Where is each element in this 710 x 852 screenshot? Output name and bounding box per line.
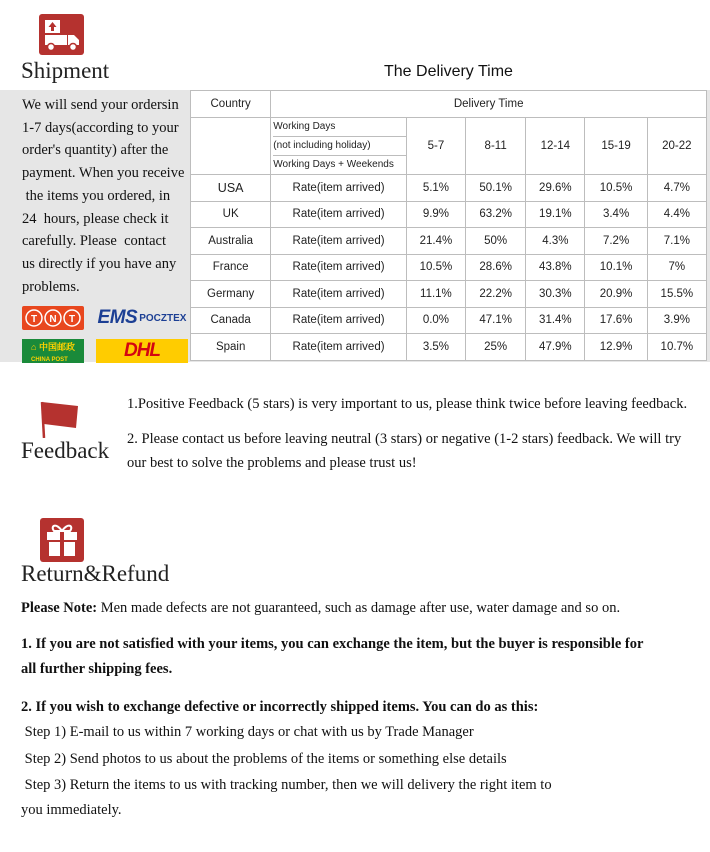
shipment-line: 1-7 days(according to your [22,119,179,136]
rate-cell: 29.6% [526,175,585,202]
not-including-holiday-label: (not including holiday) [273,137,406,156]
working-days-weekends-label: Working Days + Weekends [273,159,394,170]
country-cell: France [191,254,271,281]
refund-point-1: 1. If you are not satisfied with your items, you can exchange the item, but the buyer is responsible for [21,636,644,652]
country-column-header: Country [191,91,271,118]
country-cell: Australia [191,228,271,255]
shipment-heading: Shipment [21,58,110,83]
shipment-line: 24 hours, please check it [22,210,169,227]
feedback-line-2: 2. Please contact us before leaving neutral (3 stars) or negative (1-2 stars) feedback. We will try [127,431,682,447]
delivery-time-table [190,90,707,361]
shipment-description [22,94,190,298]
refund-step-3-cont: you immediately. [21,802,122,818]
range-header: 5-7 [406,118,465,175]
rate-cell: 11.1% [406,281,465,308]
table-row [191,281,707,308]
rate-cell: 10.5% [406,254,465,281]
shipment-line: carefully. Please contact [22,233,166,250]
rate-cell: 4.7% [647,175,706,202]
ems-pocztex-logo: EMS POCZTEX [97,307,187,328]
rate-label-cell: Rate(item arrived) [271,281,407,308]
country-cell: USA [191,175,271,202]
country-cell: Canada [191,307,271,334]
rate-cell: 0.0% [406,307,465,334]
rate-cell: 10.5% [585,175,647,202]
rate-cell: 19.1% [526,201,585,228]
rate-cell: 17.6% [585,307,647,334]
svg-text:T: T [68,314,76,325]
working-days-label: Working Days [273,118,406,137]
shipment-line: problems. [22,278,80,295]
please-note-text: Men made defects are not guaranteed, such as damage after use, water damage and so on. [97,600,621,616]
rate-cell: 47.1% [466,307,526,334]
delivery-time-title: The Delivery Time [384,63,513,80]
country-cell: Germany [191,281,271,308]
shipment-line: order's quantity) after the [22,142,169,159]
rate-cell: 22.2% [466,281,526,308]
rate-cell: 47.9% [526,334,585,361]
shipment-line: us directly if you have any [22,255,177,272]
feedback-heading: Feedback [21,438,110,463]
rate-cell: 5.1% [406,175,465,202]
flag-icon [38,398,86,438]
rate-cell: 43.8% [526,254,585,281]
rate-label-cell: Rate(item arrived) [271,254,407,281]
table-row [191,334,707,361]
rate-cell: 3.9% [647,307,706,334]
rate-cell: 12.9% [585,334,647,361]
rate-cell: 10.7% [647,334,706,361]
working-days-cell [271,118,407,175]
refund-step-2: Step 2) Send photos to us about the problems of the items or something else details [21,751,507,767]
rate-label-cell: Rate(item arrived) [271,201,407,228]
delivery-time-column-header: Delivery Time [271,91,707,118]
svg-text:N: N [49,314,57,325]
svg-text:T: T [30,314,38,325]
shipment-line: the items you ordered, in [22,187,171,204]
shipment-line: We will send your ordersin [22,97,179,113]
gift-icon [40,518,84,562]
dhl-logo: DHL [96,339,188,363]
rate-cell: 3.5% [406,334,465,361]
rate-cell: 30.3% [526,281,585,308]
delivery-truck-icon [39,14,84,55]
rate-cell: 4.3% [526,228,585,255]
tnt-logo [22,306,84,330]
table-row [191,175,707,202]
rate-label-cell: Rate(item arrived) [271,228,407,255]
rate-label-cell: Rate(item arrived) [271,175,407,202]
country-cell: UK [191,201,271,228]
rate-cell: 21.4% [406,228,465,255]
rate-label-cell: Rate(item arrived) [271,334,407,361]
refund-step-1: Step 1) E-mail to us within 7 working days or chat with us by Trade Manager [21,724,474,740]
empty-cell [191,118,271,175]
please-note-label: Please Note: [21,600,98,616]
range-header: 12-14 [526,118,585,175]
china-post-logo: ⌂ 中国邮政 CHINA POST [22,339,84,363]
refund-point-1-cont: all further shipping fees. [21,661,173,677]
rate-cell: 31.4% [526,307,585,334]
rate-cell: 50.1% [466,175,526,202]
country-cell: Spain [191,334,271,361]
range-header: 8-11 [466,118,526,175]
rate-cell: 7% [647,254,706,281]
table-row [191,254,707,281]
rate-cell: 3.4% [585,201,647,228]
rate-cell: 25% [466,334,526,361]
rate-cell: 50% [466,228,526,255]
shipment-line: payment. When you receive [22,165,185,182]
rate-label-cell: Rate(item arrived) [271,307,407,334]
return-refund-heading: Return&Refund [21,561,170,586]
rate-cell: 28.6% [466,254,526,281]
rate-cell: 7.2% [585,228,647,255]
range-header: 15-19 [585,118,647,175]
table-row [191,201,707,228]
rate-cell: 15.5% [647,281,706,308]
table-row [191,307,707,334]
please-note [21,600,620,617]
rate-cell: 7.1% [647,228,706,255]
rate-cell: 9.9% [406,201,465,228]
rate-cell: 63.2% [466,201,526,228]
rate-cell: 10.1% [585,254,647,281]
feedback-line-3: our best to solve the problems and please trust us! [127,455,417,471]
table-row [191,228,707,255]
rate-cell: 4.4% [647,201,706,228]
feedback-line-1: 1.Positive Feedback (5 stars) is very important to us, please think twice before leaving feedback. [127,396,688,412]
rate-cell: 20.9% [585,281,647,308]
refund-step-3: Step 3) Return the items to us with tracking number, then we will delivery the right item to [21,777,552,793]
refund-point-2: 2. If you wish to exchange defective or incorrectly shipped items. You can do as this: [21,699,539,715]
range-header: 20-22 [647,118,706,175]
